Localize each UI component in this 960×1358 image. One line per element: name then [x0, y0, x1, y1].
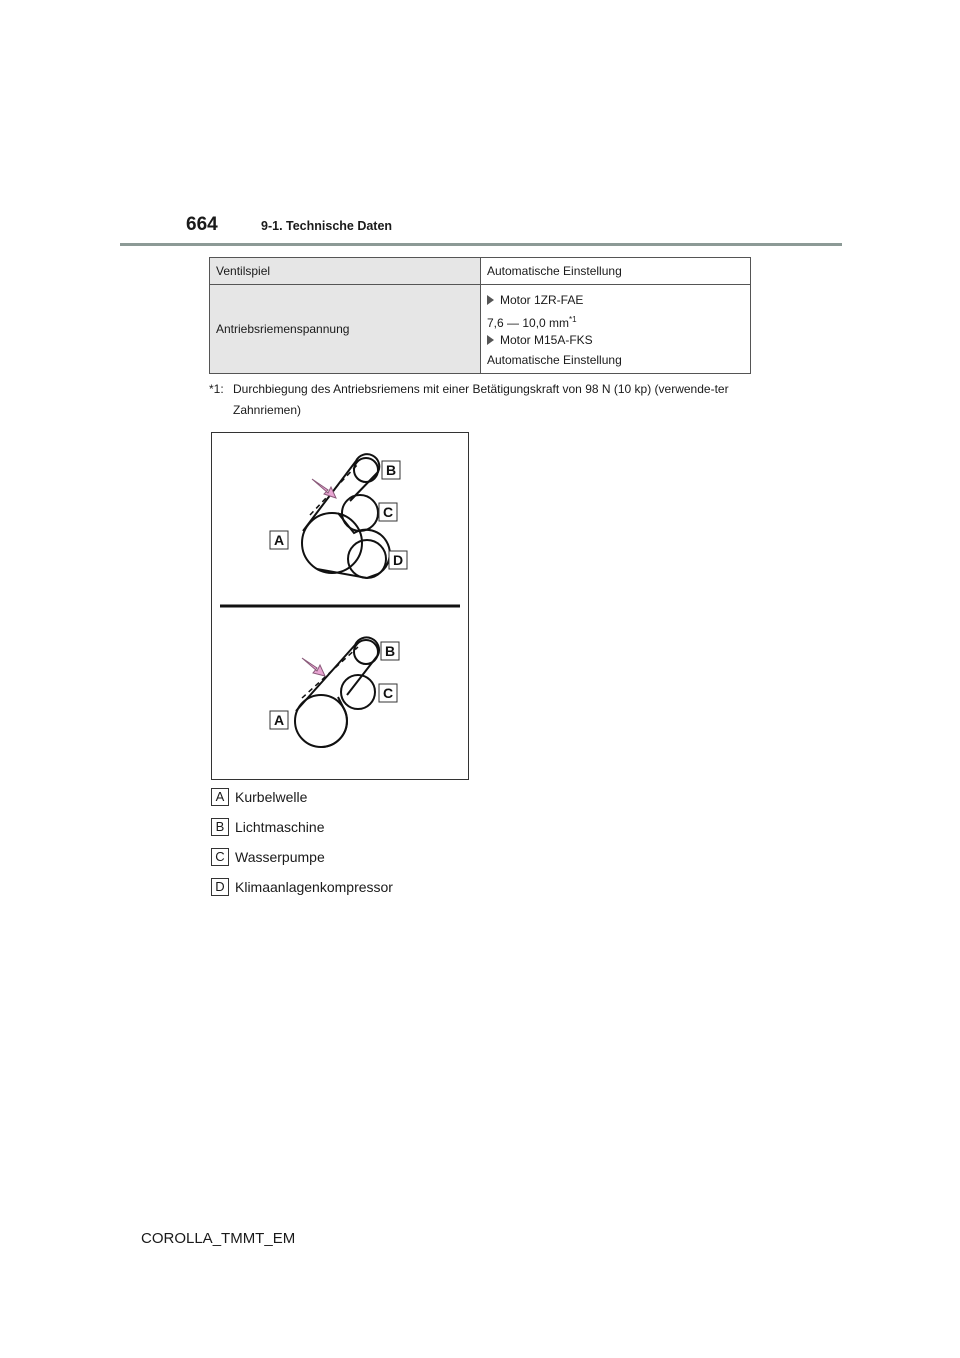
legend-item: [211, 818, 325, 836]
spec-label-ventilspiel: Ventilspiel: [210, 258, 481, 285]
callout-b: B: [385, 462, 397, 478]
footer-doc-code: COROLLA_TMMT_EM: [141, 1230, 296, 1247]
callout-a: A: [273, 532, 285, 548]
legend-label: Wasserpumpe: [235, 849, 325, 865]
spec-table: [209, 257, 751, 374]
header-rule: [120, 243, 842, 246]
callout-a: A: [273, 712, 285, 728]
deflection-arrow-icon: [312, 479, 336, 498]
callout-c: C: [382, 504, 394, 520]
legend-label: Klimaanlagenkompressor: [235, 879, 393, 895]
engine-1-name: Motor 1ZR-FAE: [500, 292, 584, 307]
triangle-bullet-icon: [487, 295, 494, 305]
belt-diagram: [211, 432, 469, 780]
footnote: [209, 379, 769, 421]
pulley-alternator: [354, 458, 378, 482]
belt-right: [322, 697, 347, 747]
footnote-marker: *1:: [209, 382, 224, 396]
table-row: [210, 285, 751, 374]
table-row: [210, 258, 751, 285]
legend-key-c: C: [211, 848, 229, 866]
engine-2-value: Automatische Einstellung: [487, 352, 622, 367]
legend-key-a: A: [211, 788, 229, 806]
callout-b: B: [384, 643, 396, 659]
spec-value-ventilspiel: Automatische Einstellung: [481, 258, 751, 285]
legend-item: [211, 848, 325, 866]
spec-label-riemenspannung: Antriebsriemenspannung: [210, 285, 481, 374]
footnote-text: Durchbiegung des Antriebsriemens mit einer Betätigungskraft von 98 N (10 kp) (verwende-ter Zahnriemen): [233, 382, 729, 417]
page-number: 664: [186, 214, 218, 235]
legend-key-d: D: [211, 878, 229, 896]
callout-d: D: [392, 552, 404, 568]
triangle-bullet-icon: [487, 335, 494, 345]
legend-label: Lichtmaschine: [235, 819, 325, 835]
legend-item: [211, 788, 307, 806]
spec-value-riemenspannung: [481, 285, 751, 374]
section-title: 9-1. Technische Daten: [261, 219, 393, 233]
engine-2-name: Motor M15A-FKS: [500, 332, 593, 347]
diagram-m15a-fks: [295, 637, 379, 747]
legend-label: Kurbelwelle: [235, 789, 308, 805]
diagram-1zr-fae: [302, 454, 390, 578]
footnote-ref: *1: [569, 314, 577, 324]
belt-routing-illustration: [212, 433, 468, 779]
callout-c: C: [382, 685, 394, 701]
legend-key-b: B: [211, 818, 229, 836]
legend-item: [211, 878, 393, 896]
engine-1-value: 7,6 — 10,0 mm: [487, 315, 570, 330]
deflection-arrow-icon: [302, 658, 325, 676]
